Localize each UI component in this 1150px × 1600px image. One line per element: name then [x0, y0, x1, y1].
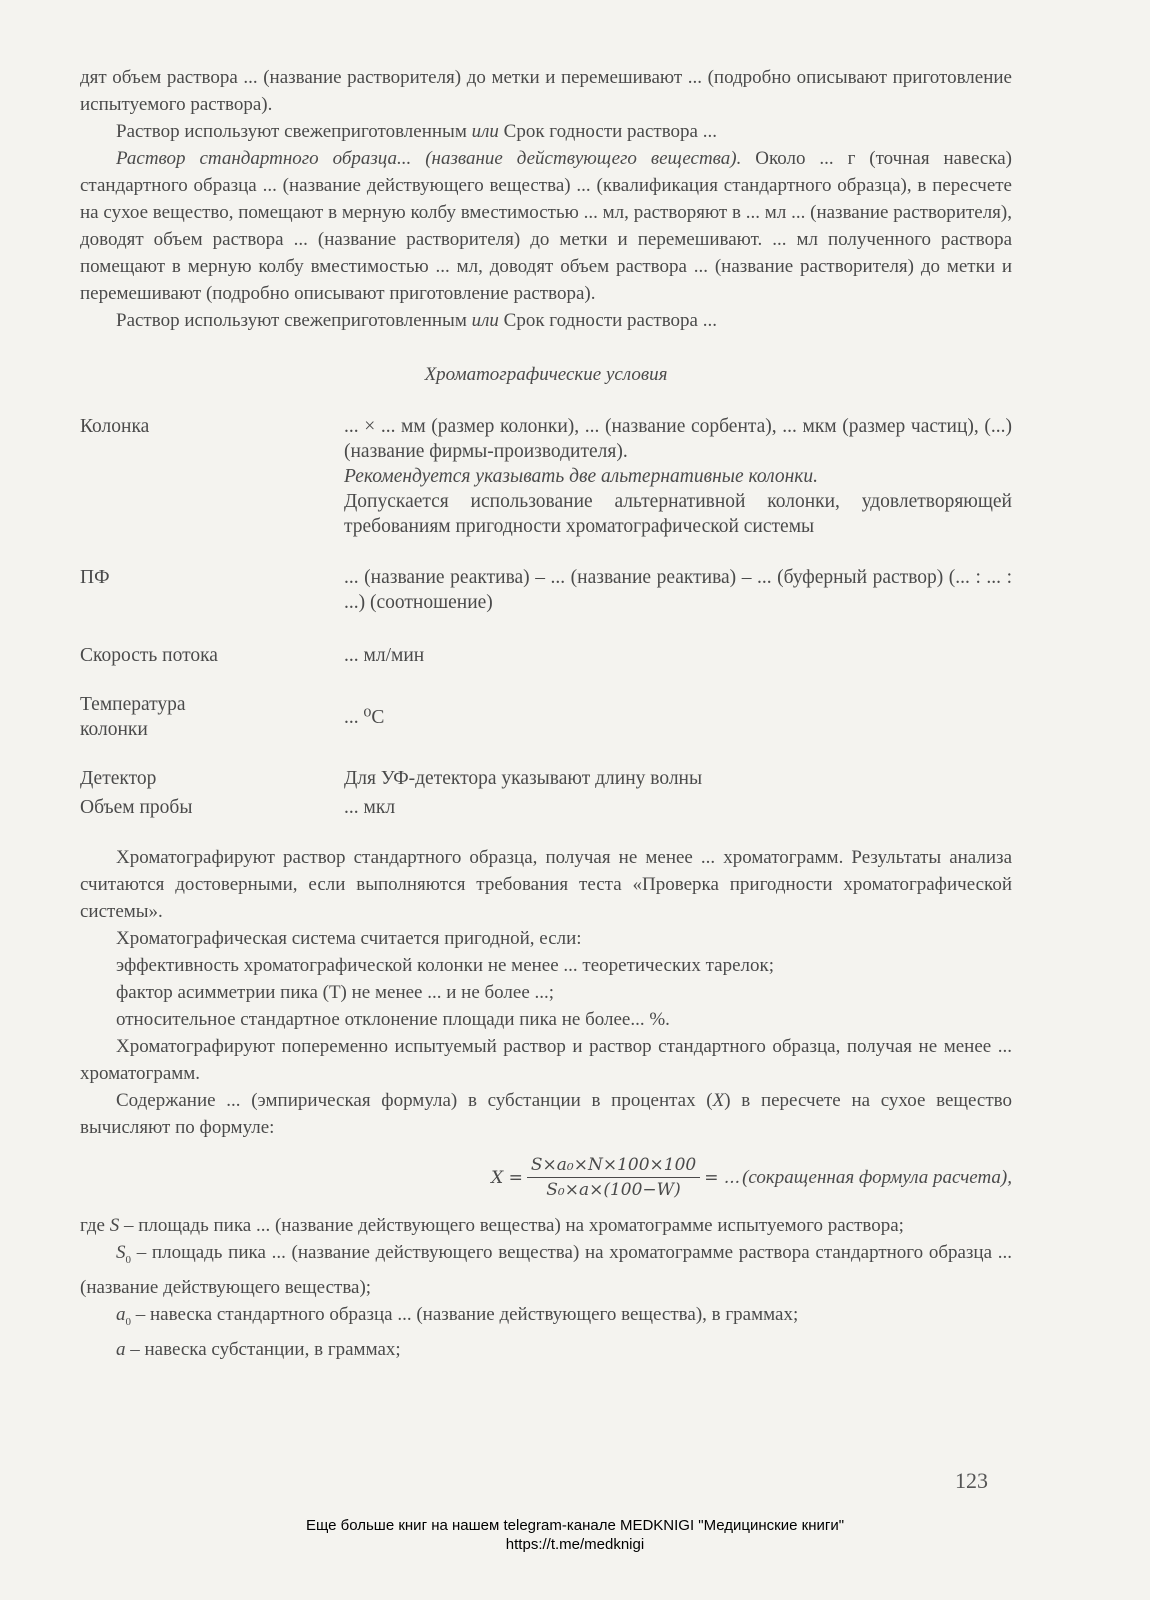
column-note: Допускается использование альтернативной колонки, удовлетворяющей требованиям пригодности хроматографической системы	[344, 491, 1012, 537]
condition-label	[80, 692, 344, 742]
condition-label: Колонка	[80, 416, 150, 437]
text-run: – навеска субстанции, в граммах;	[125, 1338, 401, 1360]
symbol: a	[116, 1303, 126, 1325]
text-run-italic: или	[471, 310, 499, 331]
condition-column	[80, 414, 1012, 539]
condition-label: Скорость потока	[80, 645, 218, 666]
requirement-item: эффективность хроматографической колонки не менее ... теоретических тарелок;	[116, 955, 774, 976]
text-run: Около ... г (точная навеска) стандартного образца ... (название действующего вещества) ... (квалификация стандартного образца), в пересчете на сухое вещество, помещают в мерную колбу вместимостью ... мл, растворяют в ... мл ... (название растворителя), доводят объем раствора ... (название растворителя) до метки и перемешивают. ... мл полученного раствора помещают в мерную колбу вместимостью ... мл, доводят объем раствора ... (название растворителя) до метки и перемешивают (подробно описывают приготовление раствора).	[80, 148, 1012, 304]
text-run: где	[80, 1215, 110, 1236]
text-run: Раствор используют свежеприготовленным	[116, 310, 472, 331]
section-title: Хроматографические условия	[424, 364, 668, 385]
text-run: ) в пересчете на сухое вещество вычисляют по формуле:	[80, 1090, 1012, 1138]
condition-value: Для УФ-детектора указывают длину волны	[344, 768, 703, 789]
page-number: 123	[955, 1468, 988, 1493]
condition-value	[344, 414, 1012, 539]
condition-temperature	[80, 692, 1012, 742]
formula-caption: (сокращенная формула расчета),	[742, 1166, 1012, 1188]
condition-value: ... (название реактива) – ... (название реактива) – ... (буферный раствор) (... : ... : ...) (соотношение)	[344, 567, 1012, 613]
formula-block	[80, 1155, 1012, 1200]
text-run: – площадь пика ... (название действующего вещества) на хроматограмме раствора стандартного образца ... (название действующего вещества);	[80, 1242, 1012, 1298]
text-run-italic: или	[471, 121, 499, 142]
symbol: S	[109, 1215, 120, 1236]
label-line: Температура	[80, 694, 186, 715]
intro-paragraph-3	[80, 145, 1012, 307]
footer-banner	[0, 1516, 1150, 1554]
formula-equals: = ...	[704, 1167, 741, 1188]
formula-denominator: S₀×a×(100−W)	[546, 1180, 681, 1200]
symbol-subscript: 0	[125, 1315, 131, 1328]
requirement-item: фактор асимметрии пика (Т) не менее ... и не более ...;	[116, 982, 555, 1003]
footer-text: Еще больше книг на нашем telegram-канале MEDKNIGI "Медицинские книги"	[305, 1517, 845, 1534]
page-content	[80, 64, 1012, 1363]
symbol: S	[116, 1242, 126, 1263]
text-run-italic: X	[712, 1090, 725, 1111]
intro-paragraph-2	[80, 118, 1012, 145]
intro-paragraph-4	[80, 307, 1012, 334]
symbol-subscript: 0	[125, 1253, 131, 1266]
condition-value: ... мкл	[344, 797, 396, 818]
condition-label: Детектор	[80, 768, 157, 789]
text-run: Раствор используют свежеприготовленным	[116, 121, 472, 142]
column-note-italic: Рекомендуется указывать две альтернативные колонки.	[344, 466, 819, 487]
text-run: – площадь пика ... (название действующего вещества) на хроматограмме испытуемого раствора;	[119, 1215, 904, 1236]
formula-fraction	[527, 1155, 700, 1200]
condition-injection-volume	[80, 795, 1012, 820]
body-paragraph: Хроматографируют раствор стандартного образца, получая не менее ... хроматограмм. Результаты анализа считаются достоверными, если выполняются требования теста «Проверка пригодности хроматографической системы».	[80, 847, 1012, 922]
requirement-item: относительное стандартное отклонение площади пика не более... %.	[116, 1009, 670, 1030]
text-run: Срок годности раствора ...	[498, 121, 717, 142]
condition-mobile-phase	[80, 565, 1012, 615]
intro-paragraph-1: дят объем раствора ... (название растворителя) до метки и перемешивают ... (подробно описывают приготовление испытуемого раствора).	[80, 67, 1012, 115]
calculation-formula	[491, 1155, 740, 1200]
text-run: Срок годности раствора ...	[498, 310, 717, 331]
text-run: Содержание ... (эмпирическая формула) в субстанции в процентах (	[116, 1090, 713, 1111]
condition-label: Объем пробы	[80, 797, 193, 818]
text-run-italic: Раствор стандартного образца... (название действующего вещества).	[116, 148, 742, 169]
label-line: колонки	[80, 719, 148, 740]
condition-flow-rate	[80, 643, 1012, 668]
footer-link[interactable]: https://t.me/medknigi	[505, 1536, 645, 1553]
body-paragraph: Хроматографическая система считается пригодной, если:	[116, 928, 582, 949]
formula-numerator: S×a₀×N×100×100	[527, 1155, 700, 1178]
column-description: ... × ... мм (размер колонки), ... (название сорбента), ... мкм (размер частиц), (...) (название фирмы-производителя).	[344, 416, 1012, 462]
definition-item	[80, 1301, 1012, 1336]
text-run: – навеска стандартного образца ... (название действующего вещества), в граммах;	[131, 1303, 799, 1325]
definition-item	[80, 1212, 1012, 1239]
symbol: a	[116, 1338, 126, 1360]
definition-item	[80, 1336, 1012, 1363]
condition-label: ПФ	[80, 567, 110, 588]
condition-detector	[80, 766, 1012, 791]
condition-value: ... ⁰С	[344, 706, 385, 728]
condition-value: ... мл/мин	[344, 645, 425, 666]
body-paragraph: Хроматографируют попеременно испытуемый раствор и раствор стандартного образца, получая не менее ... хроматограмм.	[80, 1036, 1012, 1084]
formula-lhs: X =	[491, 1167, 523, 1188]
body-paragraph	[80, 1087, 1012, 1141]
definition-item	[80, 1239, 1012, 1301]
